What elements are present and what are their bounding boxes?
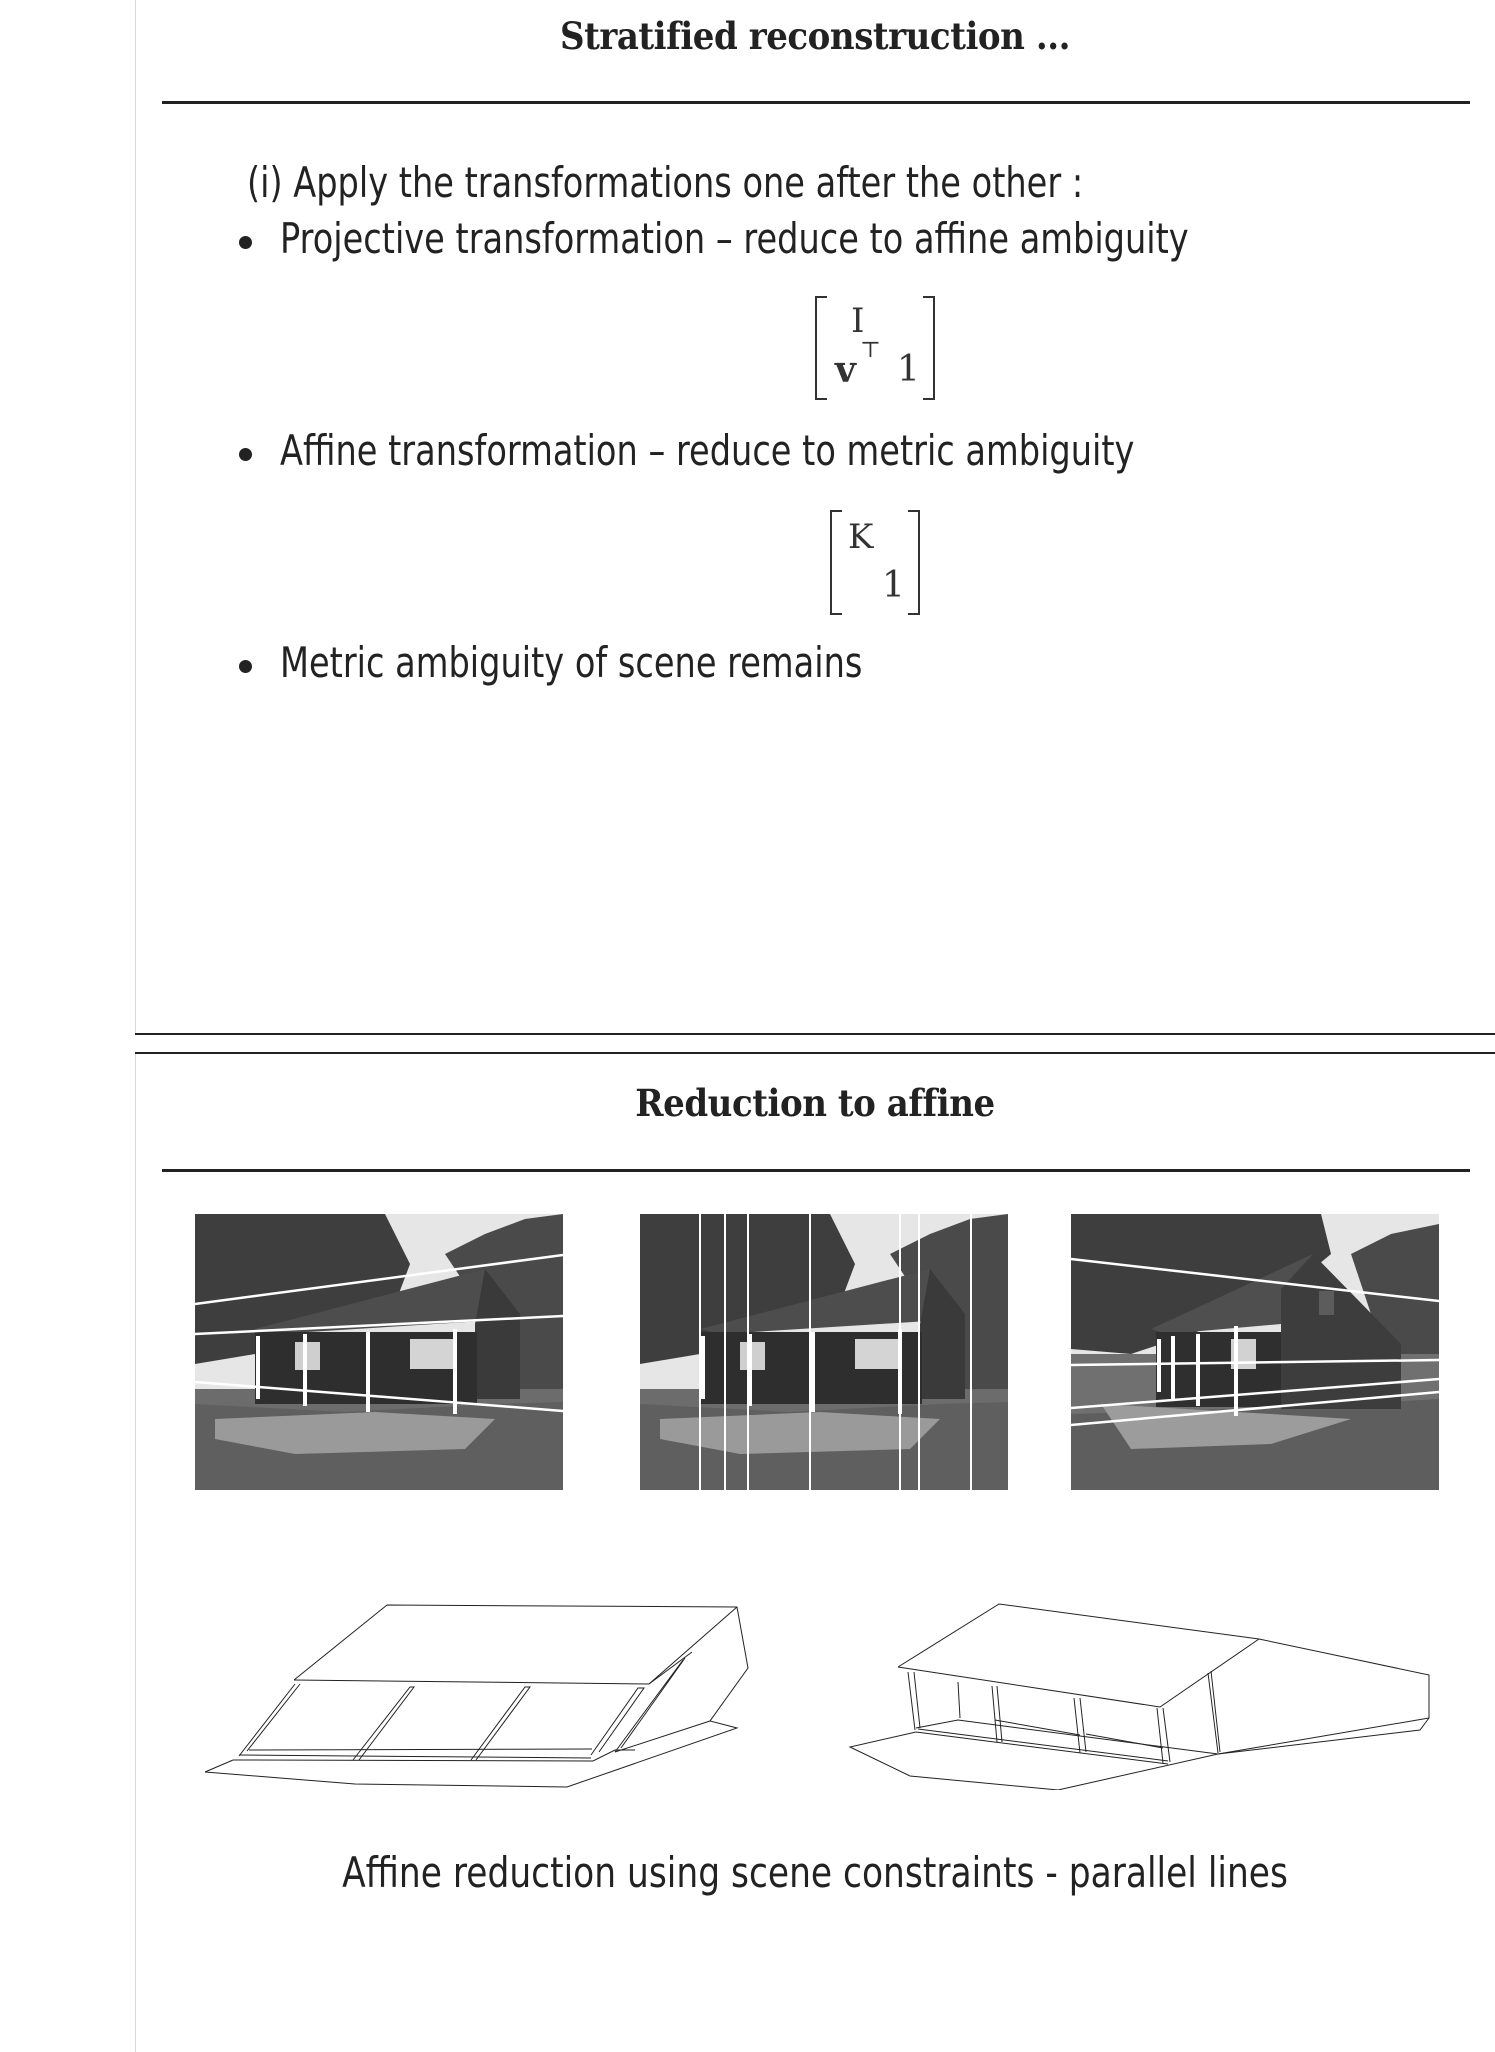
bullet-projective: Projective transformation – reduce to affine ambiguity	[280, 214, 1189, 263]
bracket-left	[815, 296, 827, 400]
matrix-v-vector: v	[835, 349, 856, 391]
slide-title: Reduction to affine	[635, 1081, 995, 1125]
bullet-icon	[239, 236, 252, 249]
matrix-k: K	[848, 517, 874, 557]
intro-text: (i) Apply the transformations one after the other :	[247, 158, 1084, 207]
house-photo-2	[640, 1214, 1008, 1490]
slide-divider-top	[135, 1033, 1495, 1035]
title-rule	[162, 101, 1470, 104]
matrix-transpose: ⊤	[860, 338, 881, 363]
matrix-one: 1	[897, 349, 920, 390]
title-rule	[162, 1169, 1470, 1172]
bracket-right	[923, 296, 935, 400]
figure-caption: Affine reduction using scene constraints - parallel lines	[342, 1848, 1288, 1897]
matrix-projective	[815, 296, 935, 400]
bullet-icon	[239, 660, 252, 673]
matrix-affine	[830, 510, 920, 615]
matrix-identity: I	[851, 301, 865, 341]
bracket-right	[908, 510, 920, 615]
house-photo-3	[1071, 1214, 1439, 1490]
wireframe-drawing-2	[840, 1580, 1440, 1790]
page-border-left-bottom	[135, 1053, 136, 2052]
slide-divider-bottom	[135, 1052, 1495, 1054]
bracket-left	[830, 510, 842, 615]
bullet-metric: Metric ambiguity of scene remains	[280, 638, 863, 687]
matrix-one: 1	[882, 565, 905, 606]
wireframe-drawing-1	[195, 1580, 765, 1790]
house-photo-1	[195, 1214, 563, 1490]
slide-title: Stratified reconstruction ...	[559, 14, 1071, 58]
bullet-icon	[239, 448, 252, 461]
bullet-affine: Affine transformation – reduce to metric ambiguity	[280, 426, 1135, 475]
page-border-left-top	[135, 0, 136, 1033]
